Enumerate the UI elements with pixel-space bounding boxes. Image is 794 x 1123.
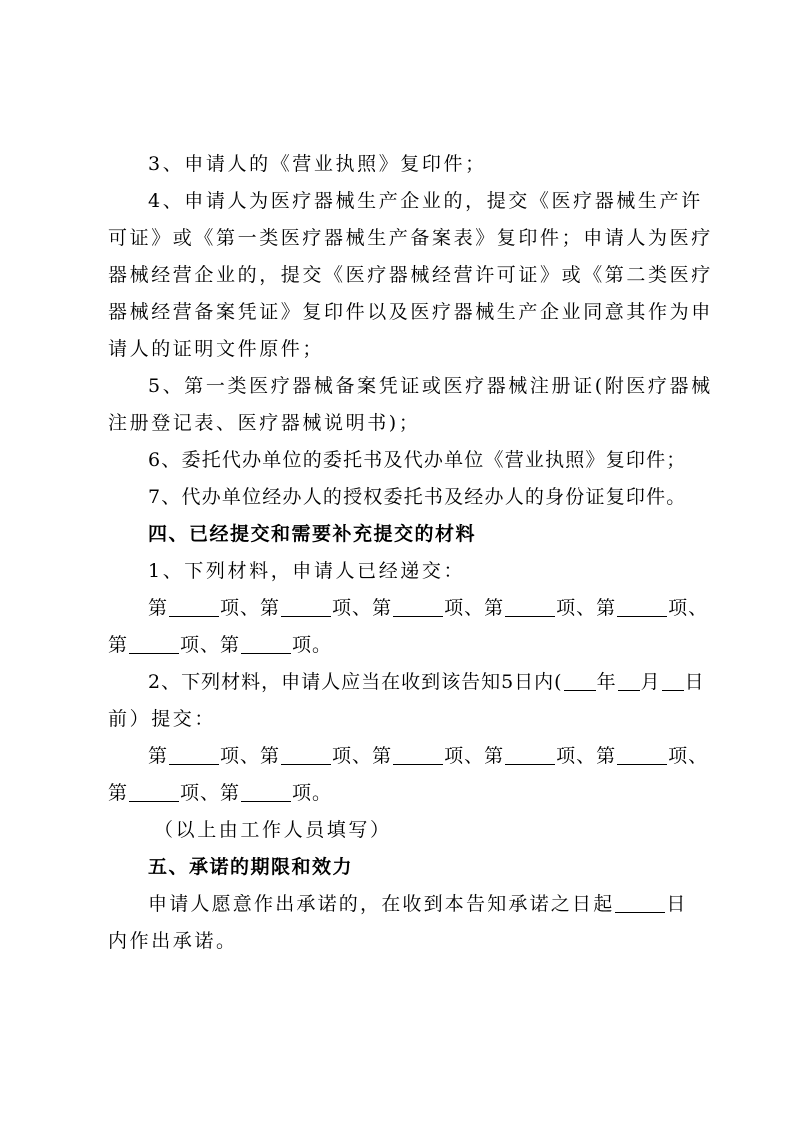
- di-label: 第: [372, 745, 393, 767]
- day-unit: 日: [666, 893, 688, 915]
- di-label: 第: [260, 597, 281, 619]
- fill-blank[interactable]: [505, 744, 555, 765]
- fill-blank[interactable]: [617, 596, 667, 617]
- item-5-line-2: 注册登记表、医疗器械说明书)；: [108, 412, 421, 434]
- section-4-heading: 四、已经提交和需要补充提交的材料: [148, 523, 477, 545]
- xiang-sep: 项、: [220, 745, 261, 767]
- section-5-text: 申请人愿意作出承诺的，在收到本告知承诺之日起: [148, 893, 615, 915]
- xiang-sep: 项、: [668, 745, 709, 767]
- submitted-items-row-2: [108, 627, 694, 664]
- section-5-line-1: [108, 886, 694, 923]
- day-label: 日: [684, 671, 705, 693]
- di-label: 第: [484, 597, 505, 619]
- item-5-line-1: 5、第一类医疗器械备案凭证或医疗器械注册证(附医疗器械: [148, 375, 713, 397]
- di-label: 第: [484, 745, 505, 767]
- di-label: 第: [108, 634, 129, 656]
- xiang-end: 项。: [292, 782, 333, 804]
- fill-blank[interactable]: [393, 596, 443, 617]
- days-blank[interactable]: [615, 892, 665, 913]
- supplement-items-row-2: [108, 775, 694, 812]
- di-label: 第: [596, 745, 617, 767]
- xiang-sep: 项、: [180, 782, 221, 804]
- di-label: 第: [260, 745, 281, 767]
- supplement-items-row-1: [108, 738, 709, 775]
- di-label: 第: [148, 745, 169, 767]
- section-4-sub-2-line-1: [108, 664, 705, 701]
- item-4-line-1: 4、申请人为医疗器械生产企业的，提交《医疗器械生产许: [148, 190, 703, 212]
- fill-blank[interactable]: [129, 781, 179, 802]
- item-4-line-2: 可证》或《第一类医疗器械生产备案表》复印件；申请人为医疗: [108, 227, 713, 249]
- section-5-heading: 五、承诺的期限和效力: [148, 856, 354, 878]
- fill-blank[interactable]: [281, 596, 331, 617]
- document-page: [108, 146, 713, 960]
- item-6: 6、委托代办单位的委托书及代办单位《营业执照》复印件；: [148, 449, 687, 471]
- month-blank[interactable]: [618, 670, 640, 691]
- item-7: 7、代办单位经办人的授权委托书及经办人的身份证复印件。: [148, 486, 687, 508]
- sub-2-text: 2、下列材料，申请人应当在收到该告知5日内(: [148, 671, 563, 693]
- section-4-sub-2-line-2: 前）提交：: [108, 708, 217, 730]
- xiang-sep: 项、: [332, 597, 373, 619]
- di-label: 第: [596, 597, 617, 619]
- xiang-sep: 项、: [556, 597, 597, 619]
- item-4-line-5: 请人的证明文件原件；: [108, 338, 325, 360]
- xiang-end: 项。: [292, 634, 333, 656]
- month-label: 月: [640, 671, 661, 693]
- staff-note: （以上由工作人员填写）: [154, 819, 392, 841]
- xiang-sep: 项、: [220, 597, 261, 619]
- fill-blank[interactable]: [241, 781, 291, 802]
- item-4-line-3: 器械经营企业的，提交《医疗器械经营许可证》或《第二类医疗: [108, 264, 713, 286]
- di-label: 第: [148, 597, 169, 619]
- xiang-sep: 项、: [668, 597, 709, 619]
- fill-blank[interactable]: [281, 744, 331, 765]
- xiang-sep: 项、: [444, 745, 485, 767]
- section-4-sub-1: 1、下列材料，申请人已经递交：: [148, 560, 466, 582]
- item-4-line-4: 器械经营备案凭证》复印件以及医疗器械生产企业同意其作为申: [108, 301, 713, 323]
- item-3: 3、申请人的《营业执照》复印件；: [148, 153, 487, 175]
- section-5-line-2: 内作出承诺。: [108, 930, 238, 952]
- fill-blank[interactable]: [241, 633, 291, 654]
- day-blank[interactable]: [662, 670, 684, 691]
- fill-blank[interactable]: [617, 744, 667, 765]
- xiang-sep: 项、: [180, 634, 221, 656]
- di-label: 第: [372, 597, 393, 619]
- xiang-sep: 项、: [444, 597, 485, 619]
- fill-blank[interactable]: [393, 744, 443, 765]
- fill-blank[interactable]: [129, 633, 179, 654]
- di-label: 第: [108, 782, 129, 804]
- submitted-items-row-1: [108, 590, 709, 627]
- fill-blank[interactable]: [505, 596, 555, 617]
- year-blank[interactable]: [564, 670, 596, 691]
- xiang-sep: 项、: [332, 745, 373, 767]
- year-label: 年: [596, 671, 617, 693]
- xiang-sep: 项、: [556, 745, 597, 767]
- fill-blank[interactable]: [169, 744, 219, 765]
- fill-blank[interactable]: [169, 596, 219, 617]
- di-label: 第: [220, 634, 241, 656]
- di-label: 第: [220, 782, 241, 804]
